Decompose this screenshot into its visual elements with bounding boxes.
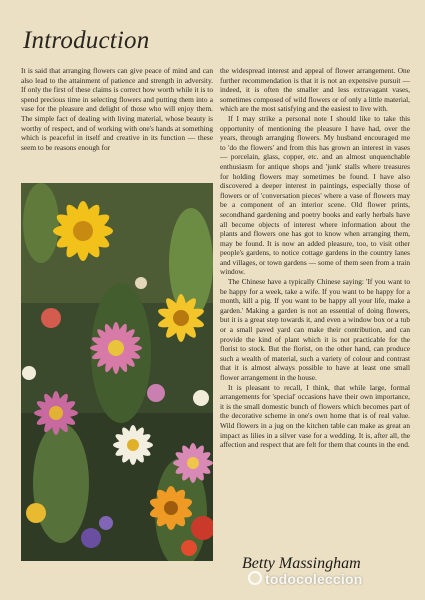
- left-paragraph-1: It is said that arranging flowers can give peace of mind and can also lead to the attainment of patience and strength in adversity. If only the first of these claims is correct how worth while it is to spend precious time in selecting flowers and putting them into a vase for the pleasure and delight of those who will enjoy them. The simple fact of dealing with living material, whose beauty is worthy of respect, and of working with one's hands at something which is peaceful in itself and creative in its function — these seem to be reasons enough for: [21, 66, 213, 152]
- right-paragraph-4: It is pleasant to recall, I think, that while large, formal arrangements for 'special' occasions have their own importance, it is the small domestic bunch of flowers which becomes part of the decorative scheme in one's own home that is of real value. Wild flowers in a jug on the kitchen table can make as great an impact as lilies in a silver vase for a wedding. It is, after all, the affection and respect that are felt for them that counts in the end.: [220, 382, 410, 450]
- page-title: Introduction: [23, 27, 150, 54]
- flower-photo: [21, 183, 213, 561]
- watermark-text: todocoleccion: [265, 571, 363, 587]
- author-signature: Betty Massingham: [242, 555, 361, 572]
- right-paragraph-2: If I may strike a personal note I should like to take this opportunity of mentioning the pleasure I have had, over the years, through arranging flowers. My husband encouraged me to 'do the flowers' and from this has grown an interest in vases — porcelain, glass, copper, etc. and an almost unquenchable enthusiasm for antique shops and 'junk' stalls where treasures for holding flowers may sometimes be found. I have also discovered a deeper interest in paintings, especially those of flowers or of 'conversation pieces' where a vase of flowers may be a component of an interior scene. Old flower prints, secondhand gardening and poetry books and early herbals have all become objects of interest where information about the plants and flowers one has got to know when arranging them, may be found. It is now an added pleasure, too, to visit other people's gardens, to notice cottage gardens in the country lanes and villages, or town gardens — some of them seen from a train window.: [220, 113, 410, 277]
- right-paragraph-3: The Chinese have a typically Chinese saying: 'If you want to be happy for a week, take a wife. If you want to be happy for a month, kill a pig. If you want to be happy all your life, make a garden.' Making a garden is not an essential of doing flowers, but it is a great step towards it, and even a window box or a tub or a small paved yard can make their contribution, and can provide the kind of plant which it is not practicable for the florist to stock. But the florist, on the other hand, can produce such a wealth of material, such a variety of colour and contrast that it is almost always possible to have at least one small flower arrangement in the house.: [220, 277, 410, 382]
- right-text-column: [220, 66, 410, 536]
- right-paragraph-1: the widespread interest and appeal of flower arrangement. One further recommendation is that it is not an expensive pursuit — indeed, it is often the smaller and less extravagant vases, sometimes composed of wild flowers or of only a little material, which are the most satisfying and the easiest to live with.: [220, 66, 410, 114]
- left-text-column: [21, 66, 213, 186]
- flower-photo-illustration: [21, 183, 213, 561]
- watermark: [248, 571, 363, 587]
- watermark-logo-icon: [248, 571, 262, 585]
